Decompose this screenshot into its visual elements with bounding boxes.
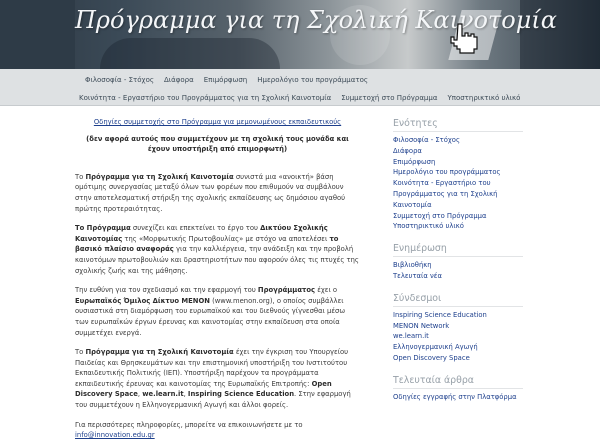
sidebar-link-ods[interactable]: Open Discovery Space (393, 353, 470, 362)
sidebar-link-community[interactable]: Κοινότητα - Εργαστήριο του Προγράμματος για τη Σχολική Καινοτομία (393, 179, 498, 209)
site-title[interactable]: Πρόγραμμα για τη Σχολική Καινοτομία (75, 6, 557, 34)
nav-item-philosophy[interactable]: Φιλοσοφία - Στόχος (85, 76, 154, 84)
nav-item-training[interactable]: Επιμόρφωση (203, 76, 248, 84)
nav-item-community[interactable]: Κοινότητα - Εργαστήριο του Προγράμματος για τη Σχολική Καινοτομία (79, 94, 332, 102)
main-content (75, 106, 360, 440)
nav-item-support-material[interactable]: Υποστηρικτικό υλικό (447, 94, 521, 102)
header-keyboard-shape (100, 38, 280, 69)
nav-row-1 (0, 71, 600, 89)
sidebar (393, 106, 523, 400)
sidebar-link-ise[interactable]: Inspiring Science Education (393, 310, 487, 319)
sidebar-link-welearnit[interactable]: we.learn.it (393, 332, 429, 341)
sidebar-list-articles (393, 392, 523, 403)
sidebar-link-latest-news[interactable]: Τελευταία νέα (393, 271, 442, 280)
sidebar-link-registration-guide[interactable]: Οδηγίες εγγραφής στην Πλατφόρμα (393, 392, 517, 401)
sidebar-list-sections (393, 135, 523, 232)
sidebar-list-links (393, 310, 523, 364)
header-banner (0, 0, 600, 69)
sidebar-list-news (393, 260, 523, 282)
sidebar-heading-news: Ενημέρωση (393, 243, 523, 257)
sidebar-link-misc[interactable]: Διάφορα (393, 146, 422, 155)
nav-item-misc[interactable]: Διάφορα (163, 76, 194, 84)
nav-row-2 (0, 89, 600, 107)
sidebar-link-library[interactable]: Βιβλιοθήκη (393, 261, 432, 270)
sidebar-link-participation[interactable]: Συμμετοχή στο Πρόγραμμα (393, 211, 487, 220)
guidelines-link[interactable]: Οδηγίες συμμετοχής στο Πρόγραμμα για μεμονωμένους εκπαιδευτικούς (93, 118, 342, 126)
paragraph-approval: Το Πρόγραμμα για τη Σχολική Καινοτομία έχει την έγκριση του Υπουργείου Παιδείας και Θρησκευμάτων και την επιστημονική υποστήριξη του Ινστιτούτου Εκπαιδευτικής Πολιτικής (ΙΕΠ). Υποστήριξη παρέχουν τα προγράμματα εκπαιδευτικής έρευνας και καινοτομίας της Ευρωπαϊκής Επιτροπής: Open Discovery Space, we.learn.it, Inspiring Science Education. Στην εφαρμογή του συμμετέχουν η Ελληνογερμανική Αγωγή και άλλοι φορείς. (75, 348, 351, 410)
main-navigation (0, 69, 600, 106)
nav-item-calendar[interactable]: Ημερολόγιο του προγράμματος (257, 76, 368, 84)
sidebar-link-philosophy[interactable]: Φιλοσοφία - Στόχος (393, 136, 460, 144)
sidebar-link-greek-german[interactable]: Ελληνογερμανική Αγωγή (393, 343, 478, 352)
paragraph-menon: Την ευθύνη για τον σχεδιασμό και την εφαρμογή του Προγράμματος έχει ο Ευρωπαϊκός Όμιλος Δίκτυο MENON (www.menon.org), ο οποίος συμβάλλει ουσιαστικά στη διαμόρφωση του ευρωπαϊκού και του διεθνούς γίγνεσθαι μέσω των ευρωπαϊκών έργων έρευνας και καινοτομίας στην εκπαίδευση στα οποία συμμετέχει ενεργά. (75, 286, 346, 337)
contact-email-link[interactable]: info@innovation.edu.gr (75, 431, 155, 440)
sidebar-link-support-material[interactable]: Υποστηρικτικό υλικό (393, 222, 464, 231)
nav-item-participation[interactable]: Συμμετοχή στο Πρόγραμμα (341, 94, 438, 102)
sidebar-link-calendar[interactable]: Ημερολόγιο του προγράμματος (393, 168, 501, 177)
paragraph-intro: Το Πρόγραμμα για τη Σχολική Καινοτομία συνιστά μια «ανοικτή» βάση ομότιμης συνεργασίας μεταξύ όλων των φορέων που επιθυμούν να συμβάλουν στην αποτελεσματική στήριξη της σχολικής εκπαίδευσης ως δημόσιου αγαθού πρώτης προτεραιότητας. (75, 172, 346, 213)
hand-cursor-icon (448, 22, 480, 58)
sidebar-heading-sections: Ενότητες (393, 118, 523, 132)
participation-note: (δεν αφορά αυτούς που συμμετέχουν με τη σχολική τους μονάδα και έχουν υποστήριξη από επιμορφωτή) (86, 134, 349, 154)
sidebar-link-training[interactable]: Επιμόρφωση (393, 157, 436, 166)
paragraph-program: Το Πρόγραμμα συνεχίζει και επεκτείνει το έργο του Δικτύου Σχολικής Καινοτομίας της «Μορφωτικής Πρωτοβουλίας» με στόχο να αποτελέσει το βασικό πλαίσιο αναφοράς για την καλλιέργεια, την ανάδειξη και την προβολή καινοτόμων πρωτοβουλιών και δραστηριοτήτων που αφορούν όλες τις πτυχές της σχολικής ζωής και της μάθησης. (75, 224, 359, 275)
header-left-panel (0, 0, 75, 69)
sidebar-heading-links: Σύνδεσμοι (393, 293, 523, 307)
paragraph-contact: Για περισσότερες πληροφορίες, μπορείτε να επικοινωνήσετε με το info@innovation.edu.gr (75, 420, 303, 440)
sidebar-link-menon[interactable]: MENON Network (393, 321, 450, 330)
sidebar-heading-articles: Τελευταία άρθρα (393, 375, 523, 389)
